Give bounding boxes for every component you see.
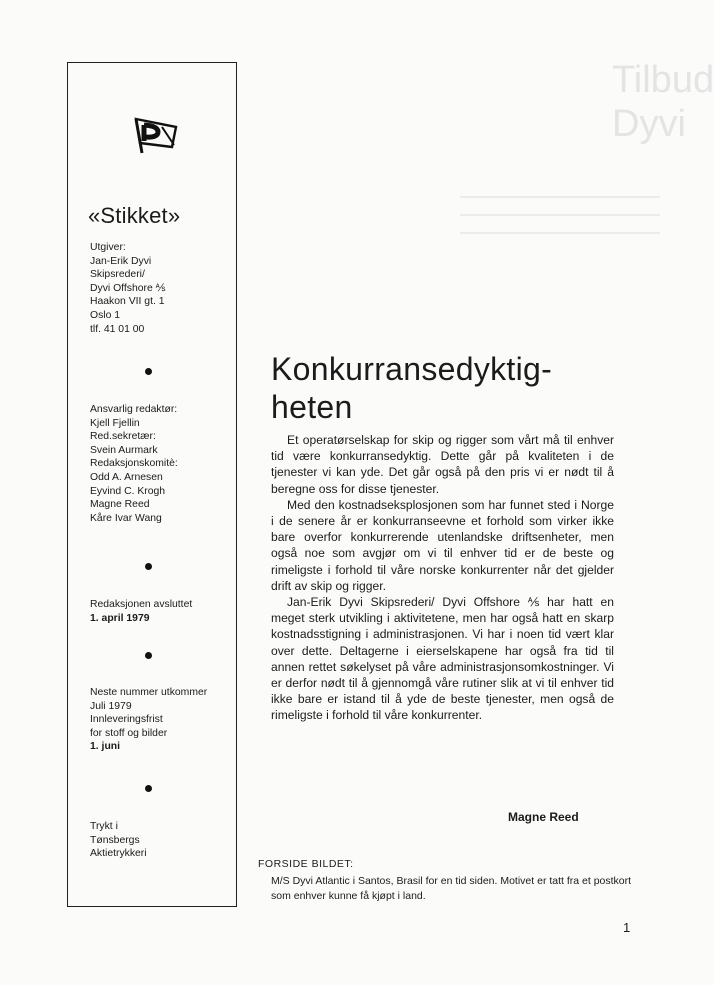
publisher-line: Utgiver:	[90, 242, 126, 253]
bullet-dot-icon	[145, 785, 152, 792]
closing-line: Redaksjonen avsluttet	[90, 599, 193, 610]
flag-logo-icon	[132, 115, 180, 155]
next-issue-line: 1. juni	[90, 741, 121, 753]
printer-block	[90, 820, 147, 861]
editorial-line: Kåre Ivar Wang	[90, 512, 162, 524]
printer-line: Trykt i	[90, 821, 118, 832]
next-issue-line: Innleveringsfrist	[90, 714, 163, 726]
article-signature: Magne Reed	[508, 810, 579, 824]
publisher-line: Dyvi Offshore ⅍	[90, 282, 166, 294]
article-paragraph: Jan-Erik Dyvi Skipsrederi/ Dyvi Offshore ⅍ har hatt en meget sterk utvikling i aktivitetene, men har også hatt en skarp kostnadsstigning i administrasjonen. Vi har i noen tid vært klar over dette. Deltagerne i eierselskapene har også fra tid til annen rettet søkelyset på våre administrasjonsomkostninger. Vi er derfor nødt til å gjennomgå våre rutiner slik at vi til enhver tid ikke bare er istand til å yde de beste tjenester, men også de rimeligste i forhold til våre konkurrenter.	[271, 595, 614, 723]
publisher-line: Haakon VII gt. 1	[90, 296, 165, 308]
publisher-line: tlf. 41 01 00	[90, 323, 145, 335]
printer-line: Tønsbergs	[90, 834, 140, 846]
article-body	[271, 432, 614, 724]
editorial-line: Eyvind C. Krogh	[90, 485, 166, 497]
cover-caption-text: M/S Dyvi Atlantic i Santos, Brasil for en tid siden. Motivet er tatt fra et postkort som enhver kunne få kjøpt i land.	[271, 875, 632, 902]
closing-block	[90, 598, 192, 625]
editorial-line: Kjell Fjellin	[90, 417, 140, 429]
publisher-line: Jan-Erik Dyvi	[90, 255, 152, 267]
magazine-name: «Stikket»	[88, 203, 181, 228]
bullet-dot-icon	[145, 563, 152, 570]
next-issue-block	[90, 686, 207, 754]
bullet-dot-icon	[145, 652, 152, 659]
editorial-block	[90, 403, 178, 525]
next-issue-line: Neste nummer utkommer	[90, 687, 208, 698]
article-paragraph: Med den kostnadseksplosjonen som har funnet sted i Norge i de senere år er konkurranseevne et forhold som virker ikke bare overfor konkurrerende utenlandske driftsenheter, men også noe som avgjør om vi til enhver tid er de beste og rimeligste i forhold til våre norske konkurrenter når det gjelder drift av skip og rigger.	[271, 497, 614, 593]
editorial-line: Odd A. Arnesen	[90, 471, 163, 483]
editorial-line: Magne Reed	[90, 499, 150, 511]
headline-line: heten	[271, 389, 353, 425]
publisher-line: Skipsrederi/	[90, 269, 145, 281]
editorial-line: Svein Aurmark	[90, 444, 158, 456]
editorial-line: Ansvarlig redaktør:	[90, 404, 178, 415]
editorial-line: Red.sekretær:	[90, 431, 156, 443]
headline-line: Konkurransedyktig-	[271, 351, 553, 387]
colophon-box	[67, 62, 237, 907]
printer-line: Aktietrykkeri	[90, 848, 147, 860]
cover-caption-heading: FORSIDE BILDET:	[258, 858, 354, 870]
next-issue-line: Juli 1979	[90, 700, 132, 712]
article-headline	[271, 350, 552, 426]
article-paragraph: Et operatørselskap for skip og rigger som vårt må til enhver tid være konkurransedyktig. Dette går på kvaliteten i de tjenester vi kan yde. Det går også på den pris vi er nødt til å beregne oss for disse tjenester.	[271, 433, 614, 496]
page-number: 1	[623, 920, 631, 935]
publisher-line: Oslo 1	[90, 309, 121, 321]
next-issue-line: for stoff og bilder	[90, 727, 168, 739]
bleed-through-text: Tilbud Dyvi	[612, 59, 714, 145]
closing-date: 1. april 1979	[90, 612, 150, 624]
bullet-dot-icon	[145, 368, 152, 375]
bleed-through-lines	[460, 196, 660, 250]
publisher-block	[90, 241, 165, 336]
editorial-line: Redaksjonskomitè:	[90, 458, 178, 470]
